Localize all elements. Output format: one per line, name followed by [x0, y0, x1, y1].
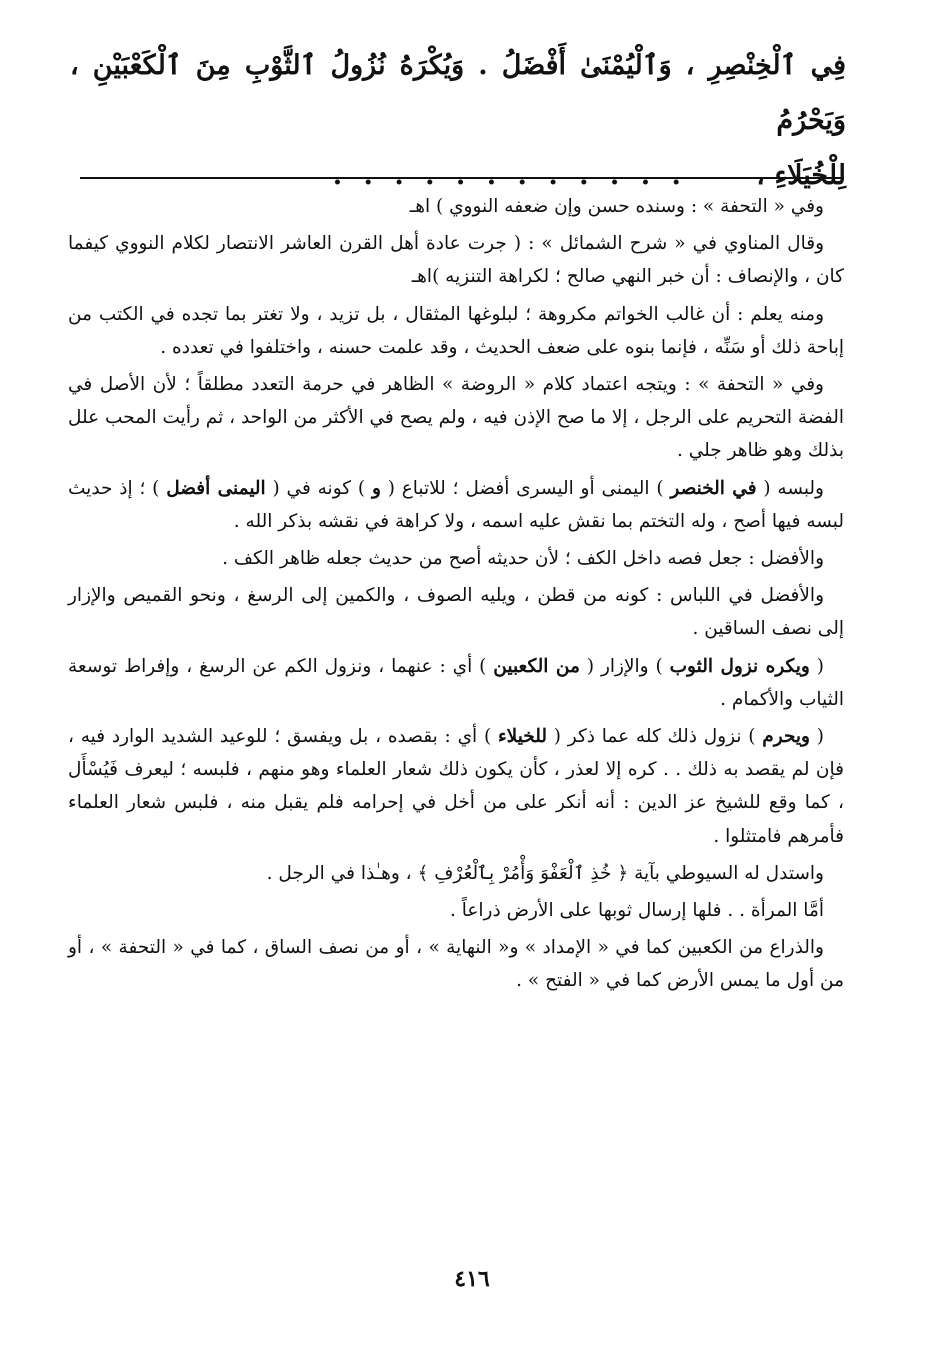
matn-line-1: فِي ٱلْخِنْصِرِ ، وَٱلْيُمْنَىٰ أَفْضَلُ . وَيُكْرَهُ نُزُولُ ٱلثَّوْبِ مِنَ ٱلْكَعْبَيْنِ ، وَيَحْرُمُ	[70, 50, 846, 136]
commentary-text: ) كونه في (	[265, 477, 372, 499]
commentary-paragraph	[68, 720, 844, 853]
commentary-text: ) ؛ إذ حديث لبسه فيها أصح ، وله التختم بما نقش عليه اسمه ، ولا كراهة في نقشه بذكر الله .	[68, 477, 844, 532]
matn-quote: ويحرم	[762, 726, 810, 748]
commentary-paragraph: ومنه يعلم : أن غالب الخواتم مكروهة ؛ لبلوغها المثقال ، بل تزيد ، ولا تغتر بما تجده في الكتب من إباحة ذلك أو سَنِّه ، فإنما بنوه على ضعف الحديث ، وقد علمت حسنه ، واختلفوا في تعدده .	[68, 303, 844, 358]
commentary-text: (	[809, 655, 824, 677]
matn-quote: ويكره نزول الثوب	[669, 655, 810, 677]
commentary-paragraph	[68, 650, 844, 716]
commentary-text: ولبسه (	[756, 477, 824, 499]
matn-quote: و	[371, 477, 381, 499]
commentary-paragraph: وفي « التحفة » : ويتجه اعتماد كلام « الروضة » الظاهر في حرمة التعدد مطلقاً ؛ لأن الأصل في الفضة التحريم على الرجل ، إلا ما صح الإذن فيه ، ولم يصح في الأكثر من الواحد ، ثم رأيت المحب علل بذلك وهو ظاهر جلي .	[67, 374, 844, 462]
commentary-paragraph: والذراع من الكعبين كما في « الإمداد » و« النهاية » ، أو من نصف الساق ، كما في « التحفة » ، أو من أول ما يمس الأرض كما في « الفتح » .	[68, 937, 844, 992]
page-number: ٤١٦	[454, 1266, 490, 1292]
commentary-text: ) أي : بقصده ، بل ويفسق ؛ للوعيد الشديد الوارد فيه ، فإن لم يقصد به ذلك . . كره إلا لعذر ، كأن يكون ذلك شعار العلماء وهو منهم ، فلبسه ؛ ليعرف فَيُسْأَل ، كما وقع للشيخ عز الدين : أنه أنكر على من أخل في إحرامه فلم يقبل منه ، فلبس شعار العلماء فأمرهم فامتثلوا .	[68, 726, 844, 847]
commentary-text: ) أي : عنهما ، ونزول الكم عن الرسغ ، وإفراط توسعة الثياب والأكمام .	[68, 655, 844, 710]
commentary-text: ) نزول ذلك كله عما ذكر (	[546, 726, 763, 748]
commentary-paragraph	[68, 472, 844, 538]
matn-quote: من الكعبين	[493, 655, 580, 677]
commentary-paragraph: وفي « التحفة » : وسنده حسن وإن ضعفه النووي ) اهـ	[409, 196, 824, 217]
commentary-paragraph: واستدل له السيوطي بآية ﴿ خُذِ ٱلْعَفْوَ وَأْمُرْ بِٱلْعُرْفِ ﴾ ، وهـٰذا في الرجل .	[266, 862, 824, 884]
commentary-paragraph: وقال المناوي في « شرح الشمائل » : ( جرت عادة أهل القرن العاشر الانتصار لكلام النووي كيفما كان ، والإنصاف : أن خبر النهي صالح ؛ لكراهة التنزيه )اهـ	[68, 233, 844, 288]
matn-quote: اليمنى أفضل	[166, 477, 266, 499]
footnote-separator-rule	[80, 177, 844, 179]
matn-quote: في الخنصر	[670, 477, 757, 499]
matn-line-2: لِلْخُيَلَاءِ ،	[756, 160, 846, 191]
commentary-text: ) والإزار (	[579, 655, 670, 677]
commentary-paragraph: أمَّا المرأة . . فلها إرسال ثوبها على الأرض ذراعاً .	[449, 900, 824, 922]
matn-ellipsis-dots: . . . . . . . . . . . .	[332, 160, 687, 191]
commentary-text-block	[68, 190, 844, 1002]
commentary-text: (	[809, 726, 824, 748]
commentary-text: ) اليمنى أو اليسرى أفضل ؛ للاتباع (	[380, 477, 671, 499]
matn-quote: للخيلاء	[497, 726, 547, 748]
commentary-paragraph: والأفضل : جعل فصه داخل الكف ؛ لأن حديثه أصح من حديث جعله ظاهر الكف .	[222, 548, 824, 570]
commentary-paragraph: والأفضل في اللباس : كونه من قطن ، ويليه الصوف ، والكمين إلى الرسغ ، ونحو القميص والإزار إلى نصف الساقين .	[68, 585, 844, 640]
